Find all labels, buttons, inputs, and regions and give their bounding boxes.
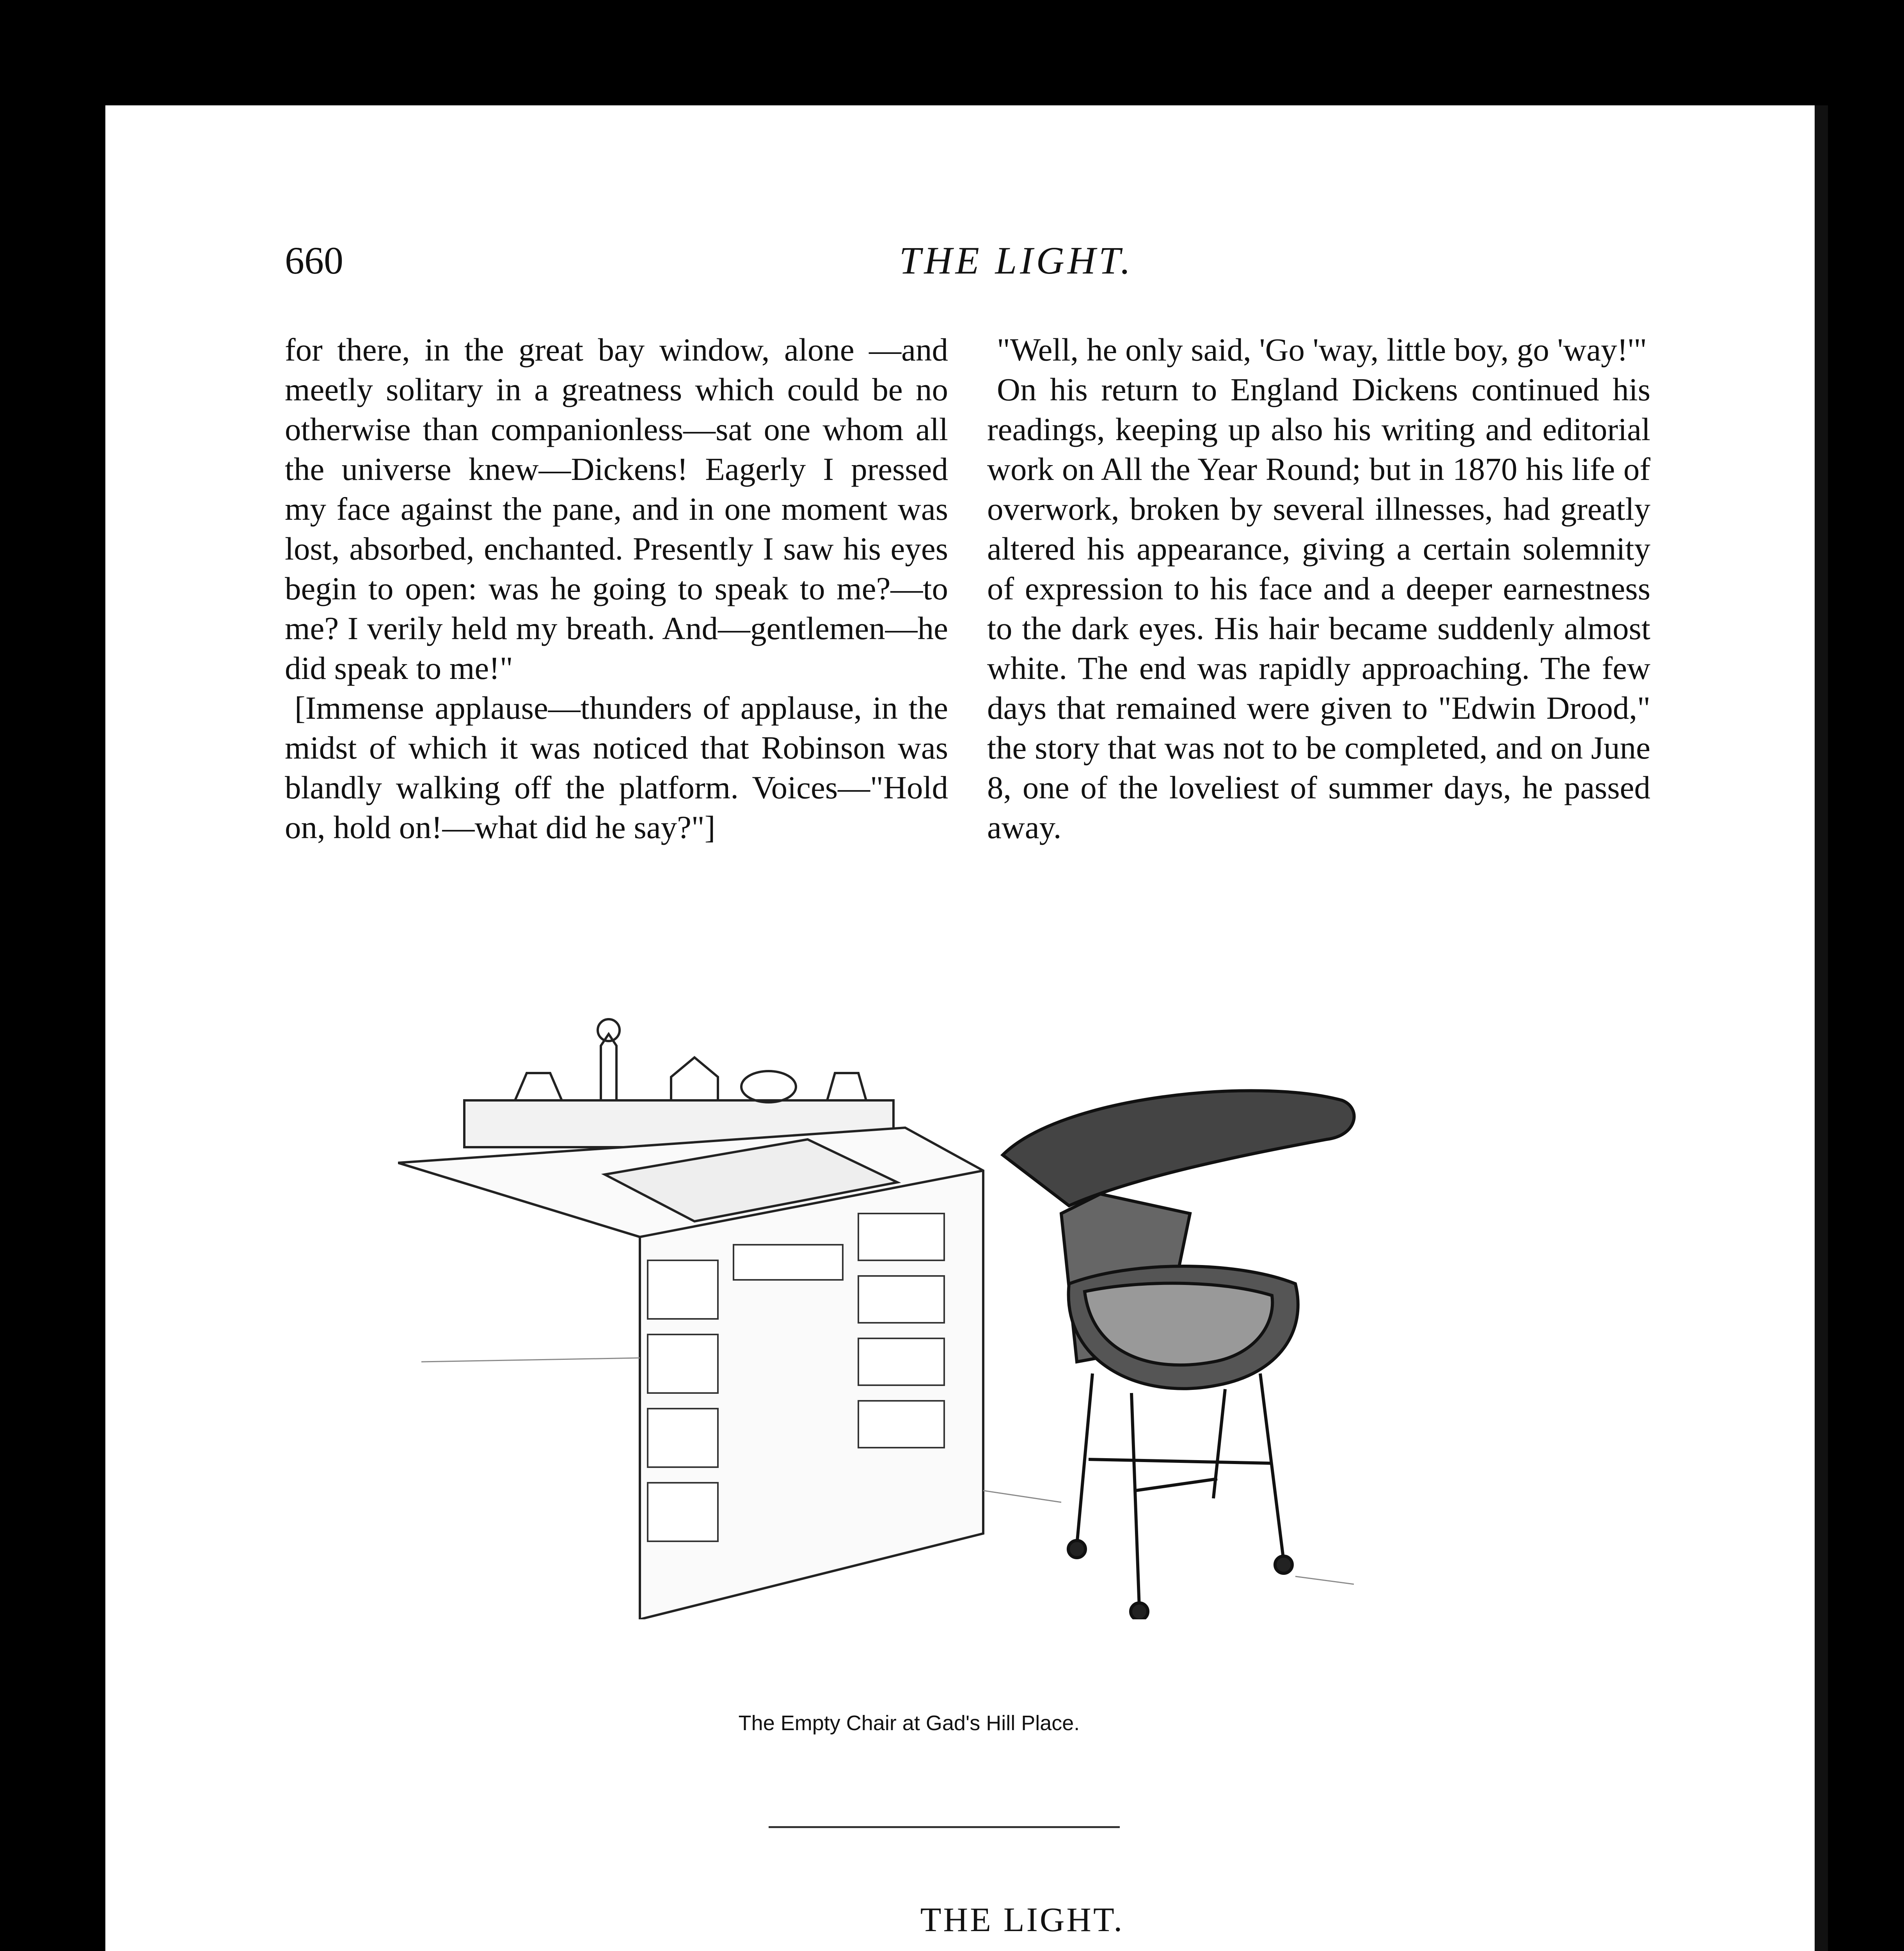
poem-title: THE LIGHT. — [920, 1901, 1124, 1939]
page-edge-shadow — [1815, 105, 1828, 1951]
running-title: THE LIGHT. — [899, 239, 1134, 282]
paragraph: On his return to England Dickens continued his readings, keeping up also his writing and editorial work on All the Year Round; but in 1870 his life of overwork, broken by several illnesses, had greatly altered his appearance, giving a certain solemnity of expression to his face and a deeper earnestness to the dark eyes. His hair became suddenly almost white. The end was rapidly approaching. The few days that remained were given to "Edwin Drood," the story that was not to be completed, and on June 8, one of the loveliest of summer days, he passed away. — [987, 371, 1650, 845]
page-number: 660 — [285, 239, 343, 282]
paragraph: for there, in the great bay window, alone —and meetly solitary in a greatness which could be no otherwise than companionless—sat one whom all the universe knew—Dickens! Eagerly I pressed my face against the pane, and in one moment was lost, absorbed, enchanted. Presently I saw his eyes begin to open: was he going to speak to me?—to me? I verily held my breath. And—gentlemen—he did speak to me!" — [285, 332, 948, 686]
paragraph: [Immense applause—thunders of applause, in the midst of which it was noticed that Robinson was blandly walking off the platform. Voices—"Hold on, hold on!—what did he say?"] — [285, 690, 948, 845]
text-column-left — [285, 330, 948, 847]
magazine-page — [105, 105, 1828, 1951]
paragraph: "Well, he only said, 'Go 'way, little boy, go 'way!'" — [997, 332, 1647, 368]
illustration-caption: The Empty Chair at Gad's Hill Place. — [738, 1711, 1080, 1735]
page-header — [285, 238, 1748, 289]
text-column-right — [987, 330, 1650, 847]
desk-and-chair-illustration — [398, 1011, 1725, 1619]
section-divider — [769, 1826, 1120, 1828]
